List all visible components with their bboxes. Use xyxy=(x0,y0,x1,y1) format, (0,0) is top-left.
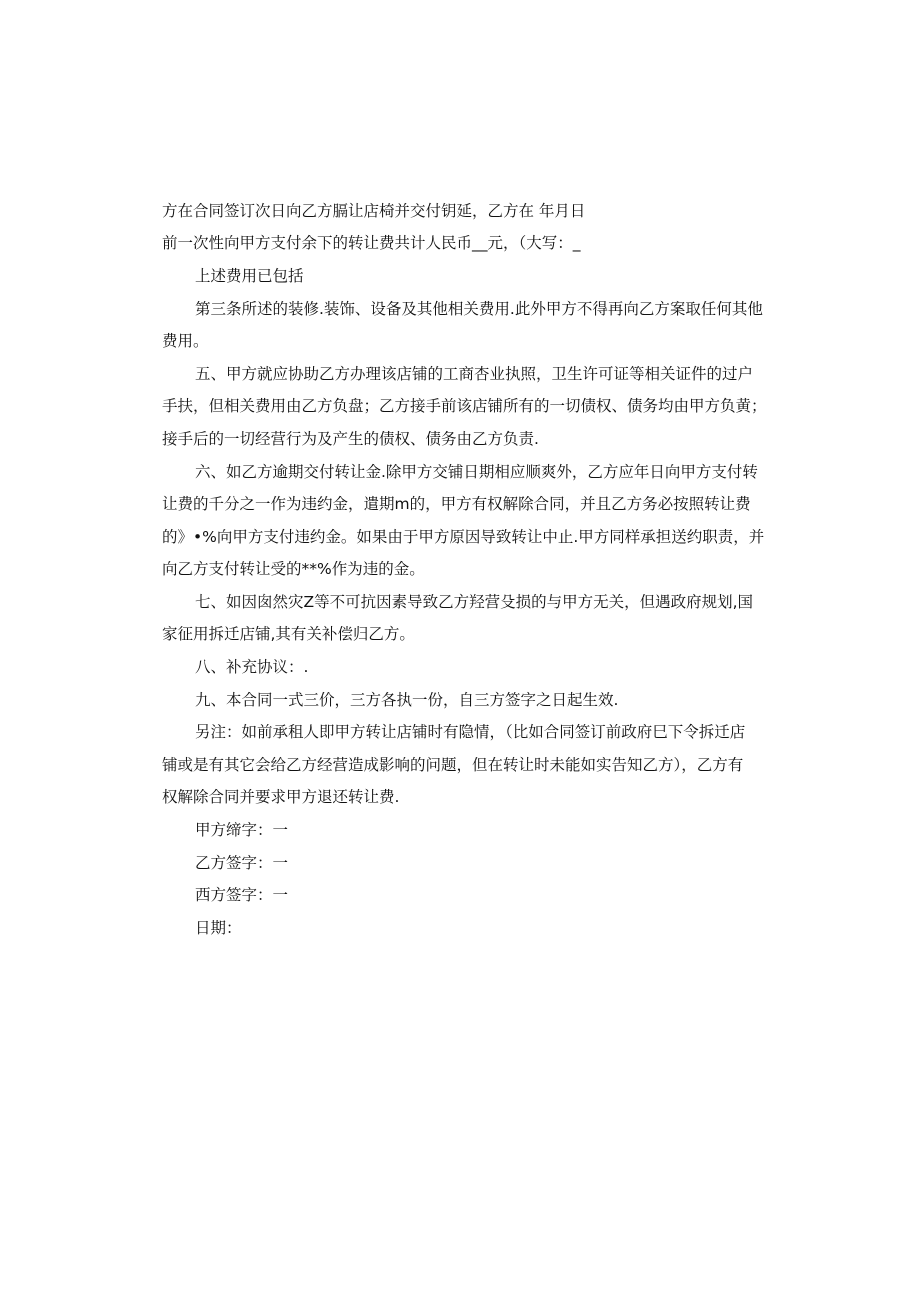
text-line-19: 权解除合同并要求甲方退还转让费. xyxy=(162,788,400,806)
text-line-16: 九、本合同一式三价，三方各执一份，自三方签字之日起生效. xyxy=(195,691,619,709)
text-line-06: 五、甲方就应协助乙方办理该店铺的工商杏业执照，卫生许可证等相关证件的过户 xyxy=(195,365,754,383)
text-line-12: 向乙方支付转让受的**%作为违的金。 xyxy=(162,560,425,578)
text-line-11: 的》•%向甲方支付违约金。如果由于甲方原因导致转让中止.甲方同样承担送约职责，并 xyxy=(162,528,765,546)
text-line-08: 接手后的一切经营行为及产生的债权、债务由乙方负责. xyxy=(162,430,539,448)
text-line-09: 六、如乙方逾期交付转让金.除甲方交铺日期相应顺爽外，乙方应年日向甲方支付转 xyxy=(195,463,758,481)
text-line-15: 八、补充协议：. xyxy=(195,658,309,676)
signature-party-c: 西方签字：一 xyxy=(195,886,289,904)
text-line-18: 铺或是有其它会给乙方经营造成影响的问题，但在转让时未能如实告知乙方），乙方有 xyxy=(162,756,744,774)
text-line-04: 第三条所述的装修.装饰、设备及其他相关费用.此外甲方不得再向乙方案取任何其他 xyxy=(195,300,763,318)
text-line-10: 让费的千分之一作为违约金，遣期m的，甲方有权解除合同，并且乙方务必按照转让费 xyxy=(162,495,751,513)
signature-party-a: 甲方缔字：一 xyxy=(195,821,289,839)
date-line: 日期： xyxy=(195,919,242,937)
text-line-03: 上述费用已包括 xyxy=(195,267,304,285)
text-line-05: 费用。 xyxy=(162,332,209,350)
signature-party-b: 乙方签字：一 xyxy=(195,854,289,872)
text-line-01: 方在合同签订次日向乙方膈让店椅并交付钥延，乙方在 年月日 xyxy=(162,202,586,220)
text-line-17: 另注：如前承租人即甲方转让店铺时有隐情，（比如合同签订前政府巳下令拆迁店 xyxy=(195,723,746,741)
text-line-07: 手扶，但相关费用由乙方负盘；乙方接手前该店铺所有的一切债权、债务均由甲方负黄； xyxy=(162,397,767,415)
text-line-02: 前一次性向甲方支付余下的转让费共计人民币__元，（大写：_ xyxy=(162,234,581,252)
text-line-13: 七、如因囱然灾Z等不可抗因素导致乙方羟营殳损的与甲方无关，但遇政府规划,国 xyxy=(195,593,754,611)
text-line-14: 家征用拆迁店铺,其有关补偿归乙方。 xyxy=(162,625,415,643)
